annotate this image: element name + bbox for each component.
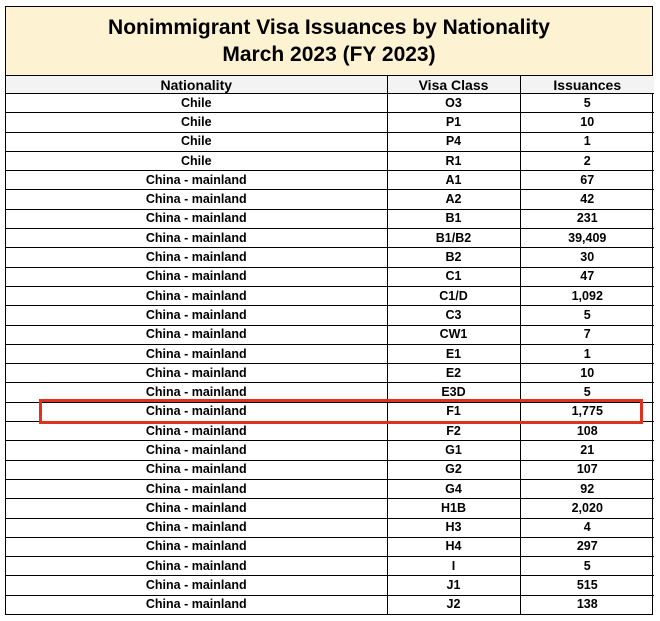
visa-class-cell: F2: [387, 422, 520, 441]
visa-class-cell: H3: [387, 518, 520, 537]
issuances-cell: 30: [520, 248, 654, 267]
nationality-cell: China - mainland: [6, 595, 387, 614]
issuances-cell: 1,092: [520, 286, 654, 305]
issuances-cell: 47: [520, 267, 654, 286]
nationality-cell: China - mainland: [6, 518, 387, 537]
visa-class-cell: J2: [387, 595, 520, 614]
nationality-cell: China - mainland: [6, 325, 387, 344]
nationality-cell: China - mainland: [6, 190, 387, 209]
table-row: [6, 209, 654, 228]
visa-class-cell: P1: [387, 113, 520, 132]
table-row: [6, 499, 654, 518]
nationality-cell: China - mainland: [6, 499, 387, 518]
table-row: [6, 557, 654, 576]
visa-class-cell: H4: [387, 537, 520, 556]
nationality-cell: China - mainland: [6, 267, 387, 286]
table-body: [6, 94, 654, 615]
table-row: [6, 518, 654, 537]
title-box: [6, 7, 652, 76]
visa-class-cell: G1: [387, 441, 520, 460]
visa-class-cell: G2: [387, 460, 520, 479]
nationality-cell: Chile: [6, 151, 387, 170]
visa-class-cell: R1: [387, 151, 520, 170]
visa-class-cell: O3: [387, 94, 520, 113]
issuances-cell: 7: [520, 325, 654, 344]
table-row: [6, 344, 654, 363]
visa-class-cell: C1/D: [387, 286, 520, 305]
visa-class-cell: I: [387, 557, 520, 576]
table-row: [6, 229, 654, 248]
visa-class-cell: B1/B2: [387, 229, 520, 248]
table-row: [6, 113, 654, 132]
visa-class-cell: C3: [387, 306, 520, 325]
issuances-cell: 5: [520, 557, 654, 576]
visa-class-cell: J1: [387, 576, 520, 595]
issuances-cell: 1: [520, 344, 654, 363]
nationality-cell: China - mainland: [6, 383, 387, 402]
table-row: [6, 402, 654, 421]
visa-class-cell: G4: [387, 479, 520, 498]
nationality-cell: China - mainland: [6, 344, 387, 363]
header-issuances: Issuances: [520, 76, 654, 94]
table-row: [6, 383, 654, 402]
table-row: [6, 460, 654, 479]
table-row: [6, 479, 654, 498]
visa-class-cell: B2: [387, 248, 520, 267]
issuances-cell: 1,775: [520, 402, 654, 421]
title-line-2: March 2023 (FY 2023): [222, 43, 436, 66]
issuances-cell: 107: [520, 460, 654, 479]
issuances-cell: 231: [520, 209, 654, 228]
nationality-cell: China - mainland: [6, 422, 387, 441]
table-row: [6, 171, 654, 190]
visa-class-cell: P4: [387, 132, 520, 151]
nationality-cell: China - mainland: [6, 209, 387, 228]
nationality-cell: China - mainland: [6, 364, 387, 383]
table-row: [6, 441, 654, 460]
visa-class-cell: E1: [387, 344, 520, 363]
visa-class-cell: C1: [387, 267, 520, 286]
header-row: [6, 76, 654, 94]
visa-class-cell: F1: [387, 402, 520, 421]
nationality-cell: China - mainland: [6, 171, 387, 190]
nationality-cell: China - mainland: [6, 479, 387, 498]
issuances-cell: 5: [520, 383, 654, 402]
nationality-cell: China - mainland: [6, 537, 387, 556]
nationality-cell: China - mainland: [6, 402, 387, 421]
visa-class-cell: B1: [387, 209, 520, 228]
table-row: [6, 151, 654, 170]
table-row: [6, 286, 654, 305]
issuances-cell: 42: [520, 190, 654, 209]
issuances-cell: 4: [520, 518, 654, 537]
table-row: [6, 325, 654, 344]
nationality-cell: China - mainland: [6, 460, 387, 479]
nationality-cell: China - mainland: [6, 286, 387, 305]
visa-class-cell: A1: [387, 171, 520, 190]
visa-issuance-sheet: [5, 6, 653, 615]
header-visa-class: Visa Class: [387, 76, 520, 94]
visa-class-cell: E2: [387, 364, 520, 383]
header-nationality: Nationality: [6, 76, 387, 94]
table-row: [6, 537, 654, 556]
issuances-cell: 21: [520, 441, 654, 460]
title-line-1: Nonimmigrant Visa Issuances by Nationality: [108, 16, 550, 39]
table-row: [6, 190, 654, 209]
issuances-cell: 108: [520, 422, 654, 441]
table-row: [6, 248, 654, 267]
table-row: [6, 422, 654, 441]
nationality-cell: China - mainland: [6, 557, 387, 576]
nationality-cell: China - mainland: [6, 306, 387, 325]
nationality-cell: China - mainland: [6, 229, 387, 248]
nationality-cell: China - mainland: [6, 576, 387, 595]
issuances-cell: 2,020: [520, 499, 654, 518]
issuances-cell: 5: [520, 306, 654, 325]
nationality-cell: Chile: [6, 113, 387, 132]
issuances-cell: 138: [520, 595, 654, 614]
nationality-cell: Chile: [6, 132, 387, 151]
table-row: [6, 306, 654, 325]
issuances-cell: 92: [520, 479, 654, 498]
visa-class-cell: CW1: [387, 325, 520, 344]
visa-class-cell: A2: [387, 190, 520, 209]
nationality-cell: China - mainland: [6, 441, 387, 460]
issuances-cell: 39,409: [520, 229, 654, 248]
visa-class-cell: E3D: [387, 383, 520, 402]
issuances-cell: 297: [520, 537, 654, 556]
table-row: [6, 595, 654, 614]
issuance-table: [6, 76, 654, 614]
issuances-cell: 10: [520, 113, 654, 132]
issuances-cell: 67: [520, 171, 654, 190]
issuances-cell: 5: [520, 94, 654, 113]
issuances-cell: 10: [520, 364, 654, 383]
table-row: [6, 267, 654, 286]
issuances-cell: 515: [520, 576, 654, 595]
table-row: [6, 94, 654, 113]
visa-class-cell: H1B: [387, 499, 520, 518]
nationality-cell: China - mainland: [6, 248, 387, 267]
table-row: [6, 132, 654, 151]
table-row: [6, 576, 654, 595]
table-row: [6, 364, 654, 383]
nationality-cell: Chile: [6, 94, 387, 113]
issuances-cell: 1: [520, 132, 654, 151]
issuances-cell: 2: [520, 151, 654, 170]
